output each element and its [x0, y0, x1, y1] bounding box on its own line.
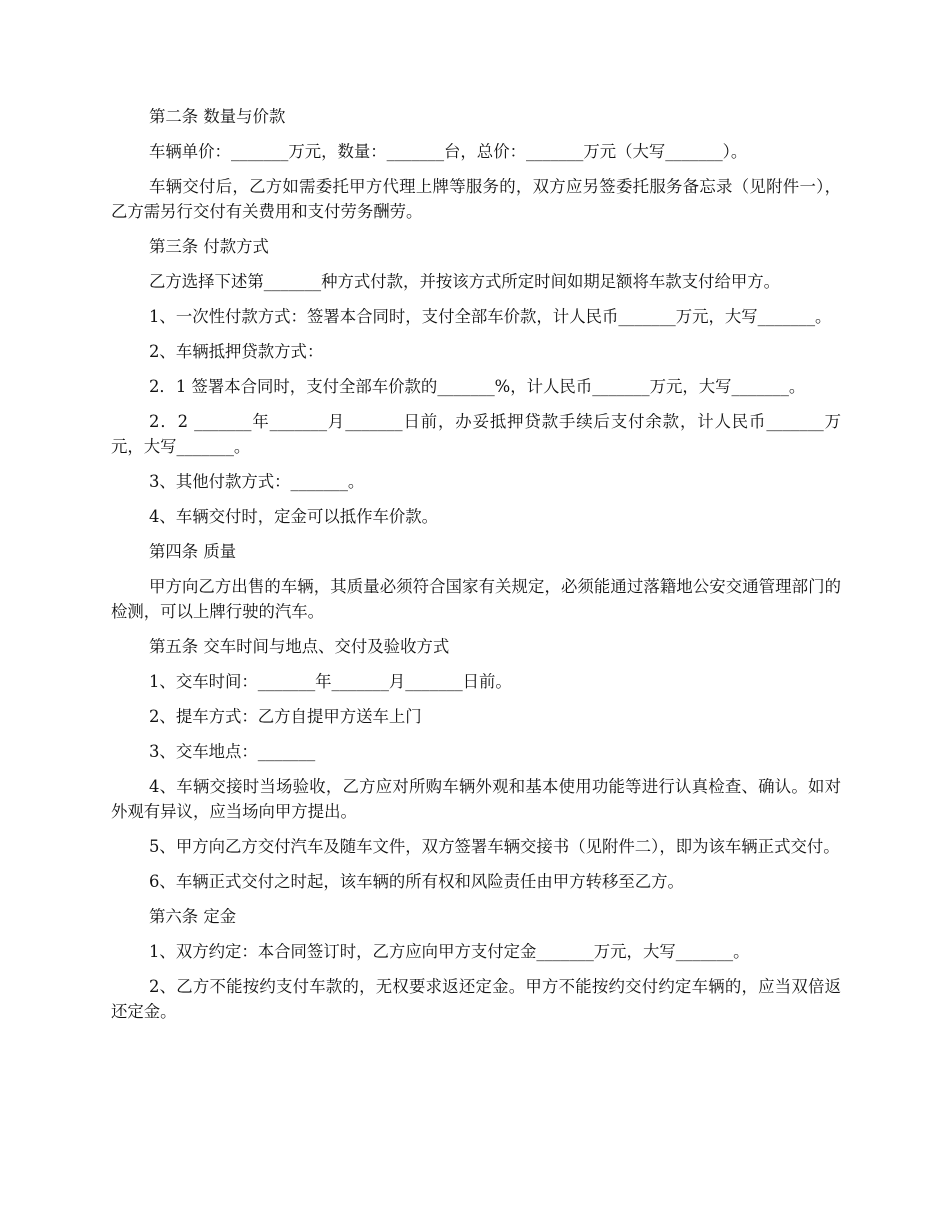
ownership-transfer-clause: 6、车辆正式交付之时起，该车辆的所有权和风险责任由甲方转移至乙方。	[149, 872, 684, 891]
quality-clause: 甲方向乙方出售的车辆，其质量必须符合国家有关规定，必须能通过落籍地公安交通管理部门的检测，可以上牌行驶的汽车。	[111, 577, 841, 621]
deposit-forfeit-clause: 2、乙方不能按约支付车款的，无权要求返还定金。甲方不能按约交付约定车辆的，应当双倍返还定金。	[111, 977, 841, 1021]
article-6-heading: 第六条 定金	[149, 907, 237, 926]
delivery-time-clause: 1、交车时间：_______年_______月_______日前。	[149, 672, 512, 691]
mortgage-payment-clause: 2、车辆抵押贷款方式：	[149, 342, 324, 361]
deposit-offset-clause: 4、车辆交付时，定金可以抵作车价款。	[149, 507, 439, 526]
article-4-heading: 第四条 质量	[149, 542, 237, 561]
article-5-heading: 第五条 交车时间与地点、交付及验收方式	[149, 637, 450, 656]
document-page	[111, 104, 841, 1034]
inspection-clause: 4、车辆交接时当场验收，乙方应对所购车辆外观和基本使用功能等进行认真检查、确认。如对外观有异议，应当场向甲方提出。	[111, 777, 841, 821]
mortgage-payment-item-2: 2．2 _______年_______月_______日前，办妥抵押贷款手续后支付余款，计人民币_______万元，大写_______。	[111, 412, 841, 456]
deposit-amount-clause: 1、双方约定：本合同签订时，乙方应向甲方支付定金_______万元，大写_______。	[149, 942, 750, 961]
delivery-location-clause: 3、交车地点：_______	[149, 742, 316, 761]
payment-choice-clause: 乙方选择下述第_______种方式付款，并按该方式所定时间如期足额将车款支付给甲方。	[149, 272, 781, 291]
price-clause: 车辆单价：_______万元，数量：_______台，总价：_______万元（大写_______）。	[149, 142, 748, 161]
article-2-heading: 第二条 数量与价款	[149, 107, 286, 126]
other-payment-clause: 3、其他付款方式：_______。	[149, 472, 365, 491]
delivery-service-clause: 车辆交付后，乙方如需委托甲方代理上牌等服务的，双方应另签委托服务备忘录（见附件一），乙方需另行交付有关费用和支付劳务酬劳。	[111, 177, 841, 221]
article-3-heading: 第三条 付款方式	[149, 237, 269, 256]
handover-documents-clause: 5、甲方向乙方交付汽车及随车文件，双方签署车辆交接书（见附件二），即为该车辆正式交付。	[149, 837, 840, 856]
mortgage-payment-item-1: 2．1 签署本合同时，支付全部车价款的_______%，计人民币_______万元，大写_______。	[149, 377, 806, 396]
lump-sum-payment-clause: 1、一次性付款方式：签署本合同时，支付全部车价款，计人民币_______万元，大写_______。	[149, 307, 832, 326]
pickup-method-clause: 2、提车方式：乙方自提甲方送车上门	[149, 707, 422, 726]
